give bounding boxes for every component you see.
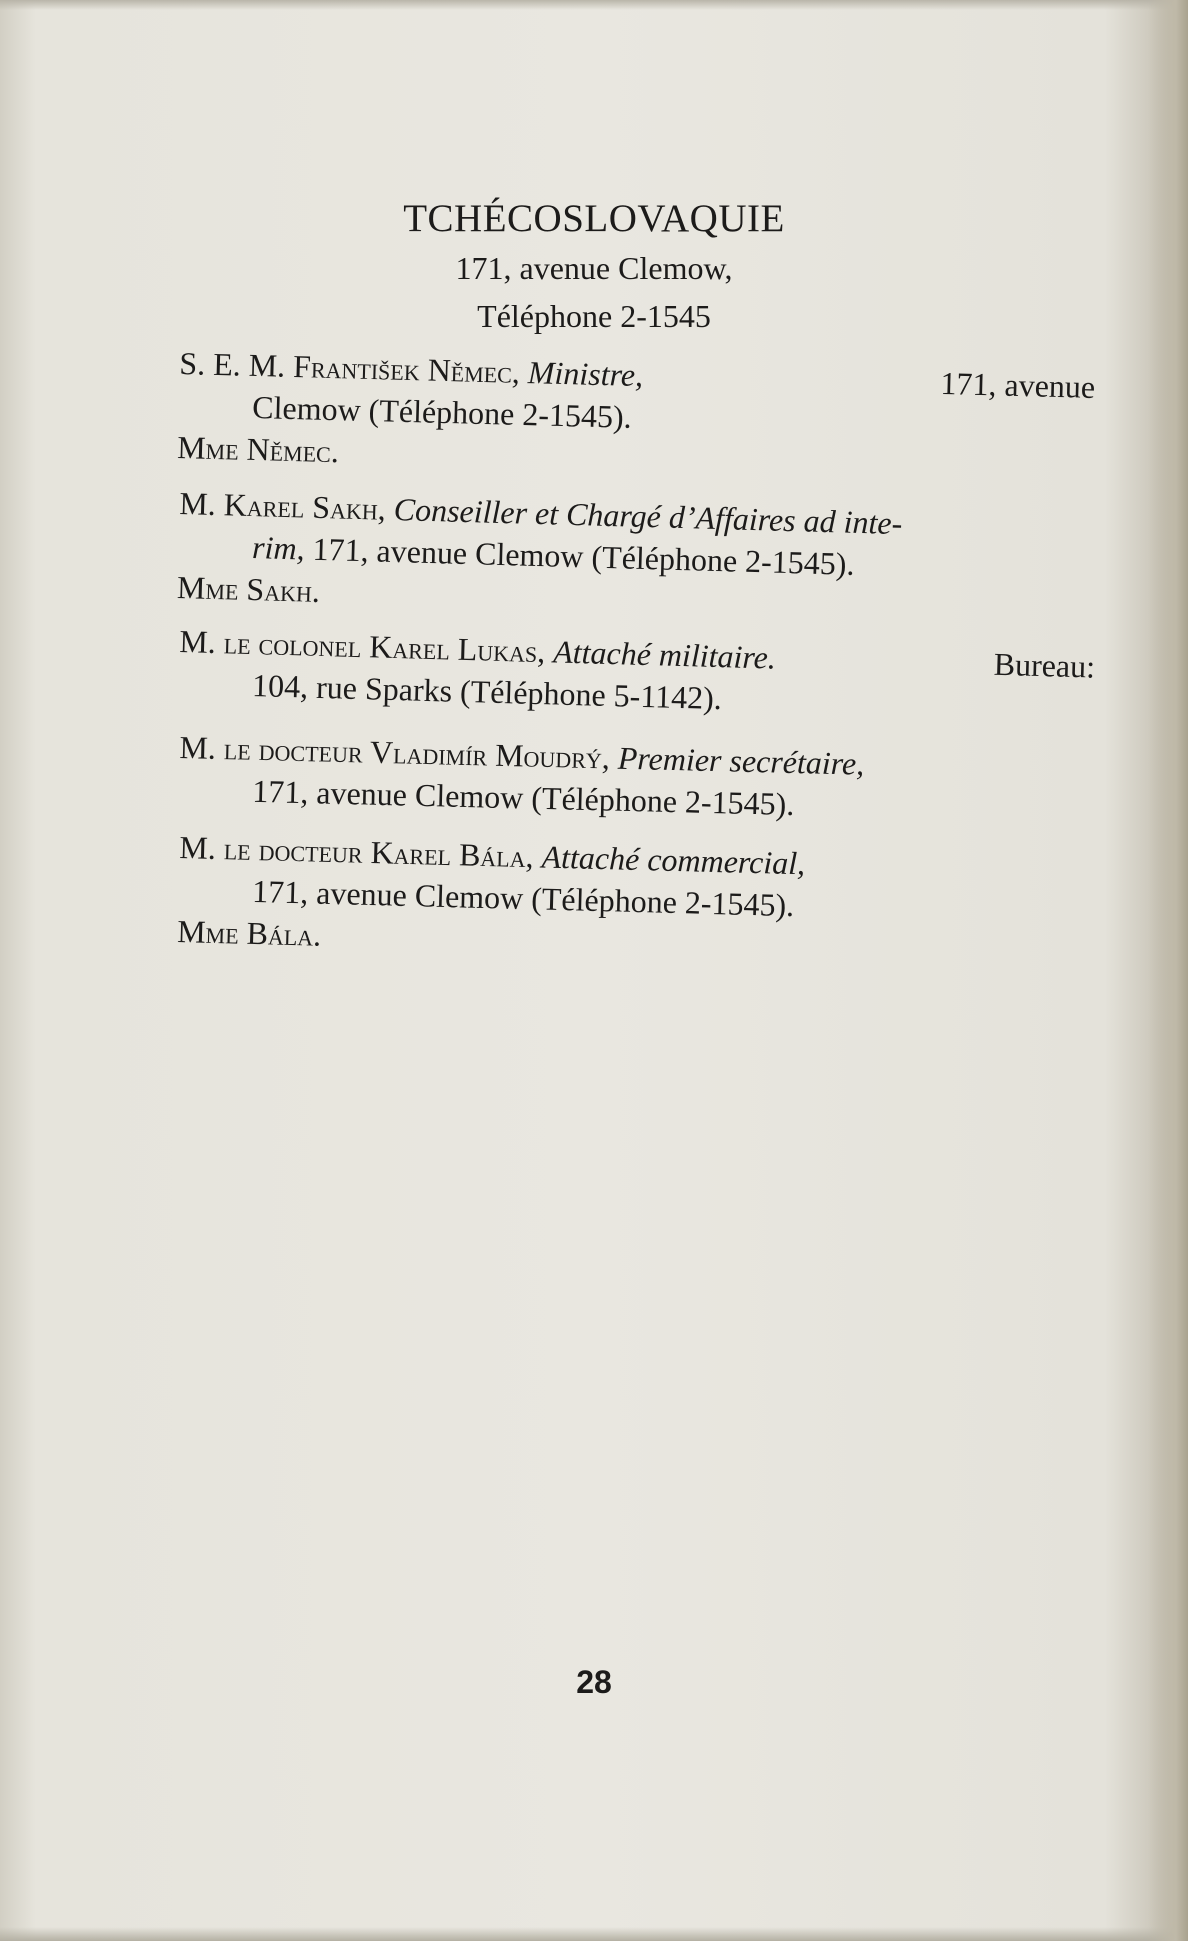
- person-title: Ministre,: [527, 354, 644, 394]
- entry-address: 171, avenue Clemow (Téléphone 2-1545).: [251, 872, 795, 924]
- person-title: Attaché commercial,: [541, 838, 806, 882]
- person-name: František Němec,: [292, 347, 521, 390]
- honorific: M.: [179, 728, 217, 766]
- spouse-name: Mme Sakh.: [176, 568, 321, 609]
- office-label: Bureau:: [993, 645, 1096, 685]
- person-name: le docteur Karel Bála,: [223, 830, 535, 875]
- honorific: M.: [178, 828, 217, 866]
- person-name: Karel Sakh,: [223, 486, 387, 527]
- honorific: M.: [178, 622, 217, 661]
- page-bottom-shadow: [0, 1927, 1188, 1941]
- person-title: Attaché militaire.: [552, 633, 777, 676]
- entry-address: 171, avenue Clemow (Téléphone 2-1545).: [312, 530, 855, 582]
- person-name: le colonel Karel Lukas,: [223, 624, 546, 670]
- honorific: S. E. M.: [178, 344, 286, 384]
- embassy-address: 171, avenue Clemow,: [455, 250, 733, 286]
- entry-address: 171, avenue: [940, 364, 1096, 405]
- entry-address: Clemow (Téléphone 2-1545).: [251, 388, 633, 435]
- page-number: 28: [576, 1664, 612, 1700]
- page-top-shadow: [0, 0, 1188, 10]
- entry-address: 171, avenue Clemow (Téléphone 2-1545).: [251, 772, 795, 823]
- page-gutter-shadow: [1148, 0, 1188, 1941]
- section-title: TCHÉCOSLOVAQUIE: [403, 197, 785, 240]
- directory-entry-minister: [177, 342, 1096, 492]
- directory-entry-counsellor: [176, 482, 1095, 634]
- person-title: Premier secrétaire,: [617, 739, 865, 782]
- person-title-cont: rim,: [251, 529, 306, 567]
- honorific: M.: [178, 484, 217, 523]
- person-name: le docteur Vladimír Moudrý,: [223, 730, 611, 776]
- spouse-name: Mme Bála.: [176, 912, 322, 953]
- person-title: Conseiller et Chargé d’Affaires ad inte-: [393, 490, 903, 542]
- spouse-name: Mme Němec.: [176, 428, 340, 470]
- entry-address: 104, rue Sparks (Téléphone 5-1142).: [251, 667, 723, 717]
- directory-entry-commercial-attache: [177, 826, 1096, 976]
- embassy-telephone: Téléphone 2-1545: [477, 298, 711, 334]
